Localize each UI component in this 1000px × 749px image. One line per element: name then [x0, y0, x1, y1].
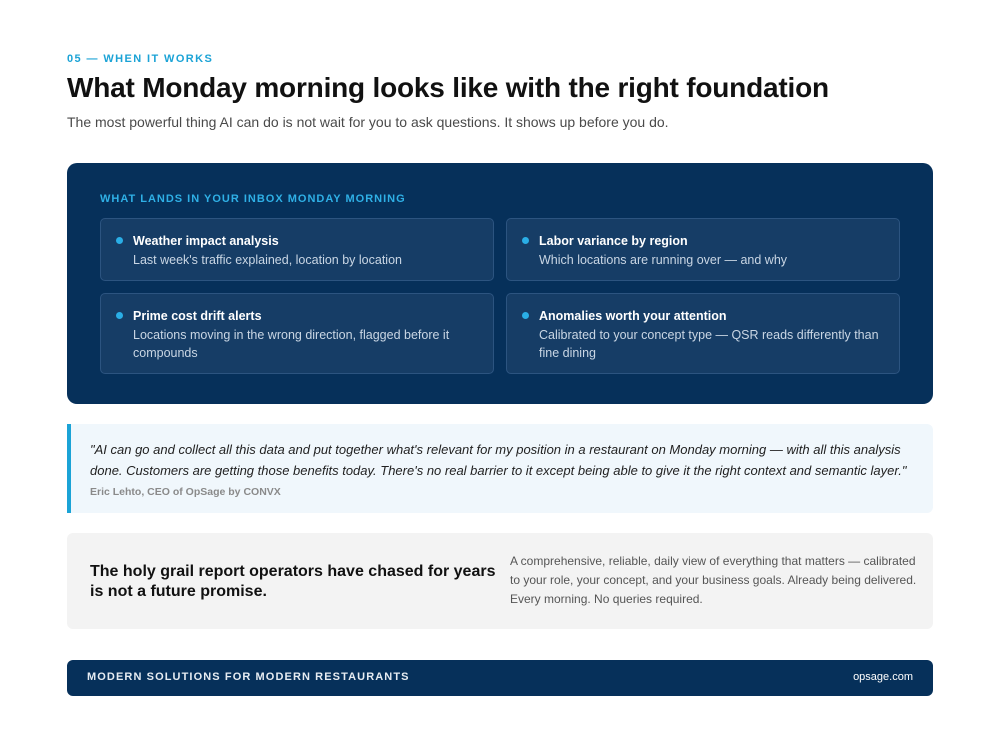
inbox-label: WHAT LANDS IN YOUR INBOX MONDAY MORNING: [100, 193, 406, 205]
callout-body: A comprehensive, reliable, daily view of everything that matters — calibrated to your role, your concept, and your business goals. Already being delivered. Every morning. No queries required.: [510, 554, 917, 606]
page-title: What Monday morning looks like with the right foundation: [67, 72, 829, 103]
inbox-card-labor: [506, 218, 900, 281]
page-subtitle: The most powerful thing AI can do is not wait for you to ask questions. It shows up before you do.: [67, 114, 669, 130]
testimonial-quote: [67, 424, 933, 513]
footer-tagline: MODERN SOLUTIONS FOR MODERN RESTAURANTS: [87, 671, 410, 683]
quote-text: "AI can go and collect all this data and put together what's relevant for my position in a restaurant on Monday morning — with all this analysis done. Customers are getting those benefits today. There's no real barrier to it except being able to give it the right context and semantic layer.": [90, 442, 907, 478]
inbox-card-title: Anomalies worth your attention: [539, 309, 727, 323]
inbox-card-title: Labor variance by region: [539, 234, 688, 248]
inbox-card-desc: Locations moving in the wrong direction, flagged before it compounds: [133, 328, 450, 360]
inbox-card-prime-cost: [100, 293, 494, 374]
footer-bar: [67, 660, 933, 696]
inbox-card-title: Prime cost drift alerts: [133, 309, 262, 323]
section-eyebrow: 05 — WHEN IT WORKS: [67, 53, 214, 65]
quote-attribution: Eric Lehto, CEO of OpSage by CONVX: [90, 486, 281, 498]
inbox-panel: [67, 163, 933, 404]
inbox-card-weather: [100, 218, 494, 281]
inbox-card-desc: Which locations are running over — and why: [539, 253, 788, 267]
inbox-card-desc: Calibrated to your concept type — QSR reads differently than fine dining: [539, 328, 879, 360]
bullet-dot-icon: [116, 237, 123, 244]
bullet-dot-icon: [522, 312, 529, 319]
callout-headline: The holy grail report operators have chased for years is not a future promise.: [90, 563, 496, 600]
bullet-dot-icon: [116, 312, 123, 319]
footer-site-link[interactable]: opsage.com: [853, 671, 913, 683]
inbox-card-desc: Last week's traffic explained, location by location: [133, 253, 402, 267]
bullet-dot-icon: [522, 237, 529, 244]
inbox-card-anomalies: [506, 293, 900, 374]
holy-grail-callout: [67, 533, 933, 629]
inbox-card-title: Weather impact analysis: [133, 234, 279, 248]
